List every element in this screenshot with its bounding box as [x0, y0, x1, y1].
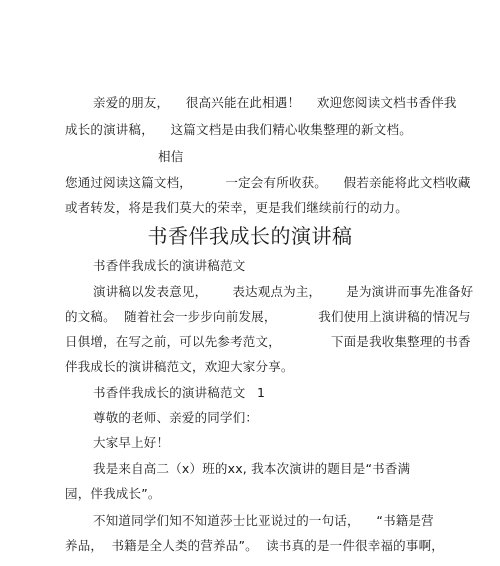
greeting: 尊敬的老师、亲爱的同学们： — [93, 410, 259, 425]
paragraph-1-line-1: 演讲稿以发表意见， 表达观点为主， 是为演讲而事先准备好 — [93, 284, 474, 299]
intro-line-2: 成长的演讲稿， 这篇文档是由我们精心收集整理的新文档。 — [65, 122, 412, 137]
intro-line-1: 亲爱的朋友， 很高兴能在此相遇！ 欢迎您阅读文档书香伴我 — [93, 95, 457, 110]
sample-heading: 书香伴我成长的演讲稿范文 — [93, 385, 246, 400]
paragraph-1-line-4: 伴我成长的演讲稿范文，欢迎大家分享。 — [65, 359, 294, 374]
paragraph-1-line-2: 的文稿。 随着社会一步步向前发展， 我们使用上演讲稿的情况与 — [65, 309, 471, 324]
paragraph-3-line-2: 养品， 书籍是全人类的营养品”。 读书真的是一件很幸福的事啊， — [65, 538, 444, 553]
hello-line: 大家早上好！ — [93, 435, 170, 450]
intro-line-4: 您通过阅读这篇文档， 一定会有所收获。 假若亲能将此文档收藏 — [65, 175, 471, 190]
intro-line-3: 相信 — [158, 149, 184, 164]
paragraph-2-line-2: 园，伴我成长”。 — [65, 486, 161, 501]
paragraph-1-line-3: 日俱增，在写之前，可以先参考范文， 下面是我收集整理的书香 — [65, 334, 471, 349]
sample-number: 1 — [257, 385, 266, 400]
paragraph-2-line-1: 我是来自高二（x）班的xx, 我本次演讲的题目是“书香满 — [93, 461, 411, 476]
intro-line-5: 或者转发，将是我们莫大的荣幸，更是我们继续前行的动力。 — [65, 200, 408, 215]
page-cutoff — [0, 558, 500, 566]
paragraph-3-line-1: 不知道同学们知不知道莎士比亚说过的一句话， “书籍是营 — [93, 513, 434, 528]
document-title: 书香伴我成长的演讲稿 — [147, 224, 353, 248]
subheading: 书香伴我成长的演讲稿范文 — [93, 258, 246, 273]
